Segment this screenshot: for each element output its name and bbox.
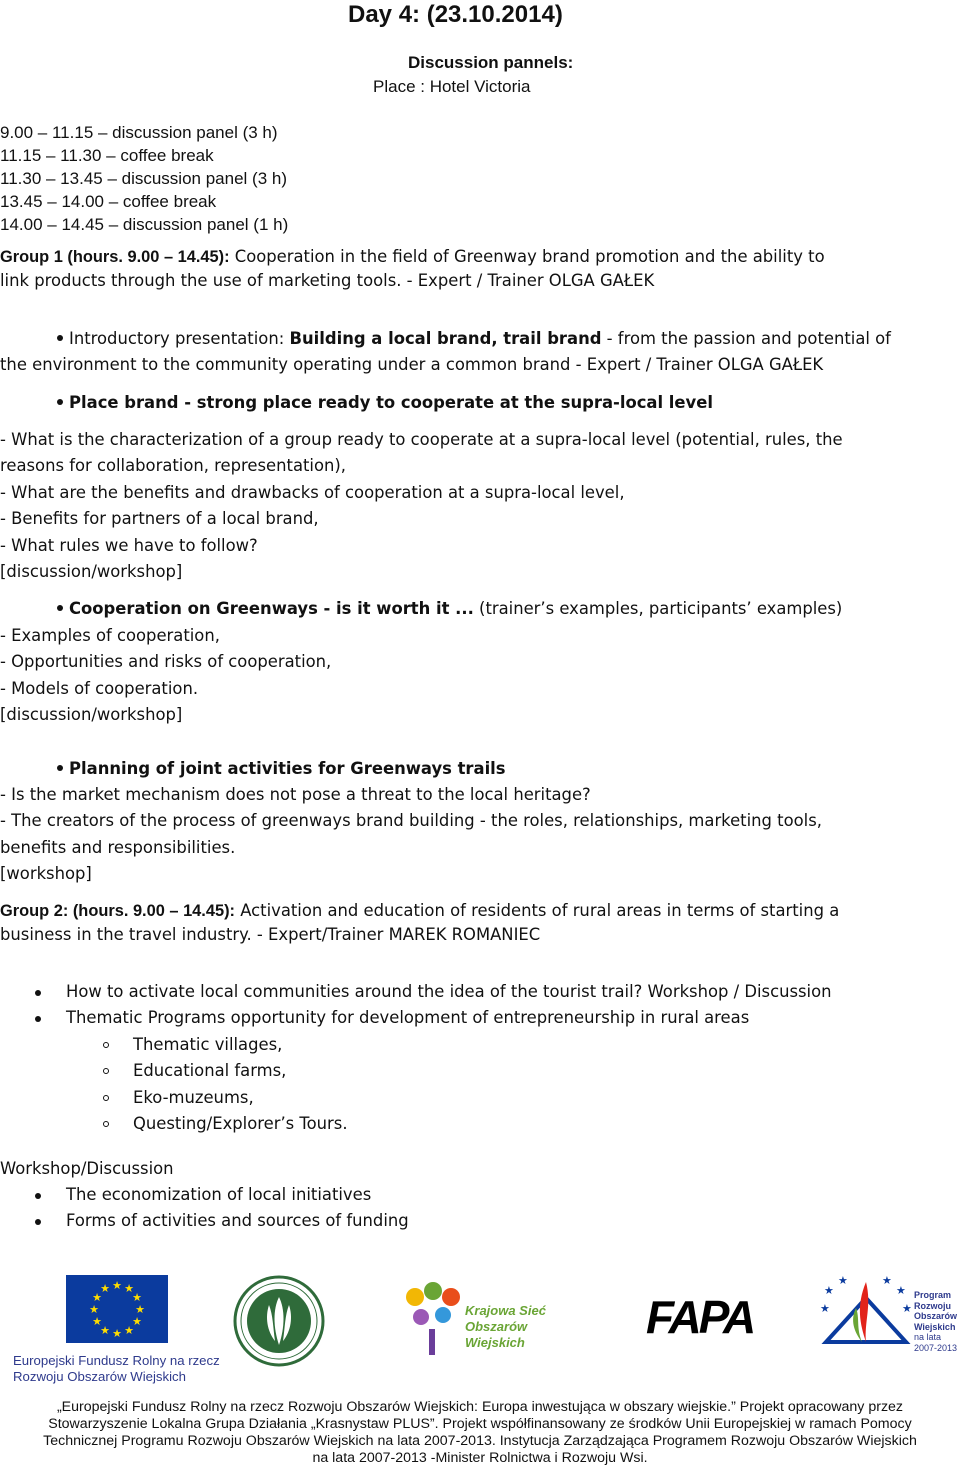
bullet-icon [35,1016,41,1022]
group2-heading-bold: Group 2: (hours. 9.00 – 14.45): [0,902,235,920]
prow-text-line: Obszarów [914,1311,958,1321]
bullet-icon [57,335,63,341]
svg-text:★: ★ [92,1315,102,1328]
list-item: - Examples of cooperation, [0,626,220,645]
svg-text:★: ★ [100,1282,110,1295]
bullet-icon [35,1219,41,1225]
sub-list-item [0,1085,960,1111]
circle-bullet-icon [103,1121,109,1127]
group1-heading-text: Cooperation in the field of Greenway brand promotion and the ability to [229,247,825,266]
group2-heading-text-2: business in the travel industry. - Expert/Trainer MAREK ROMANIEC [0,925,541,944]
place-brand-text: Place brand - strong place ready to cooperate at the supra-local level [69,393,713,412]
footer-line: „Europejski Fundusz Rolny na rzecz Rozwoju Obszarów Wiejskich: Europa inwestująca w obszary wiejskie.” Projekt opracowany przez [56,1399,904,1415]
sub-list-item-text: Eko-muzeums, [133,1087,254,1107]
sub-list-item [0,1032,960,1058]
svg-text:★: ★ [135,1303,145,1316]
svg-text:★: ★ [92,1291,102,1304]
group2-heading-text: Activation and education of residents of rural areas in terms of starting a [235,901,840,920]
list-item [0,1182,960,1208]
svg-text:★: ★ [100,1324,110,1337]
discussion-label: Discussion pannels: [408,53,574,72]
cooperation-heading [57,596,842,622]
sub-list-item [0,1111,960,1137]
eu-flag-logo [66,1275,168,1343]
cooperation-bold: Cooperation on Greenways - is it worth it ... [69,599,474,618]
list-item [0,979,960,1005]
bullet-icon [57,605,63,611]
footer [0,1399,960,1467]
intro-presentation [0,326,891,379]
svg-text:★: ★ [824,1284,834,1297]
svg-text:★: ★ [132,1291,142,1304]
group2-heading [0,899,839,947]
list-item-text: Forms of activities and sources of funding [66,1211,409,1231]
fapa-logo: FAPA [646,1291,754,1343]
list-item: - What rules we have to follow? [0,535,258,555]
list-item: [discussion/workshop] [0,705,183,725]
schedule-item: 14.00 – 14.45 – discussion panel (1 h) [0,215,289,234]
eu-caption-line: Rozwoju Obszarów Wiejskich [13,1369,186,1384]
intro-bold: Building a local brand, trail brand [289,329,602,348]
list-item: - Is the market mechanism does not pose a threat to the local heritage? [0,785,591,804]
eu-caption-line: Europejski Fundusz Rolny na rzecz [13,1353,220,1368]
place-brand-heading [57,390,713,416]
prow-text-line: Program [914,1290,952,1300]
page-title: Day 4: (23.10.2014) [348,1,563,28]
group1-heading-bold: Group 1 (hours. 9.00 – 14.45): [0,248,230,266]
ministry-seal-icon [233,1275,325,1367]
sub-list-item-text: Questing/Explorer’s Tours. [133,1113,348,1133]
ksow-logo [403,1281,583,1357]
intro-rest: - from the passion and potential of [601,329,891,348]
list-item: reasons for collaboration, representation), [0,456,346,476]
place-brand-list [0,427,843,585]
prow-icon [820,1272,912,1358]
group2-bullets [0,979,960,1137]
sub-list-item-text: Educational farms, [133,1061,287,1081]
schedule-item: 11.30 – 13.45 – discussion panel (3 h) [0,169,287,188]
intro-rest-2: the environment to the community operating under a common brand - Expert / Trainer OLGA GAŁEK [0,355,824,375]
prow-text-line: Rozwoju [914,1300,951,1311]
prow-text-line: na lata 2007-2013 [914,1332,958,1353]
cooperation-rest: (trainer’s examples, participants’ examples) [473,599,843,618]
ksow-text [465,1303,583,1351]
ministry-seal-logo [233,1275,325,1367]
svg-text:★: ★ [124,1282,134,1295]
svg-text:★: ★ [124,1324,134,1337]
sub-list-item-text: Thematic villages, [133,1034,283,1054]
list-item: - Benefits for partners of a local brand, [0,509,319,529]
prow-text [914,1290,960,1353]
list-item: - Models of cooperation. [0,678,199,698]
footer-line: Stowarzyszenie Lokalna Grupa Działania „Krasnystaw PLUS”. Projekt współfinansowany ze środków Unii Europejskiej w ramach Pomocy [48,1416,912,1432]
list-item: [workshop] [0,864,92,884]
bullet-icon [57,765,63,771]
prow-text-line: Wiejskich [914,1321,956,1332]
svg-text:★: ★ [838,1274,848,1287]
workshop-label: Workshop/Discussion [0,1159,174,1178]
svg-text:★: ★ [882,1274,892,1287]
footer-line: Technicznej Programu Rozwoju Obszarów Wiejskich na lata 2007-2013. Instytucja Zarządzająca Programem Rozwoju Obszarów Wiejskich [43,1433,917,1449]
list-item-text: Thematic Programs opportunity for development of entrepreneurship in rural areas [66,1008,750,1028]
list-item: - What are the benefits and drawbacks of cooperation at a supra-local level, [0,482,625,502]
list-item: [discussion/workshop] [0,562,183,582]
svg-text:★: ★ [132,1315,142,1328]
eu-caption [13,1353,220,1385]
schedule-item: 11.15 – 11.30 – coffee break [0,146,214,165]
circle-bullet-icon [103,1068,109,1074]
svg-text:★: ★ [89,1303,99,1316]
group1-heading-text-2: link products through the use of marketing tools. [0,271,407,290]
bullet-icon [57,399,63,405]
list-item: benefits and responsibilities. [0,837,236,857]
group2-bullets-2 [0,1182,960,1235]
circle-bullet-icon [103,1042,109,1048]
bullet-icon [35,1193,41,1199]
intro-prefix: Introductory presentation: [69,329,290,348]
bullet-icon [35,990,41,996]
schedule-list [0,121,288,236]
planning-list [0,782,822,888]
ksow-text-line: Krajowa Sieć [465,1303,546,1318]
footer-line: na lata 2007-2013 -Minister Rolnictwa i Rozwoju Wsi. [312,1450,648,1466]
svg-text:★: ★ [112,1327,122,1340]
ksow-text-line: Obszarów Wiejskich [465,1319,528,1350]
schedule-item: 13.45 – 14.00 – coffee break [0,192,217,211]
list-item: - The creators of the process of greenways brand building - the roles, relationships, marketing tools, [0,811,822,831]
list-item-text: The economization of local initiatives [66,1185,372,1204]
schedule-item: 9.00 – 11.15 – discussion panel (3 h) [0,123,278,142]
cooperation-list [0,623,331,729]
list-item [0,1208,960,1234]
list-item-text: How to activate local communities around the idea of the tourist trail? Workshop / Discussion [66,982,832,1001]
planning-bold: Planning of joint activities for Greenways trails [69,759,506,778]
place-label: Place : Hotel Victoria [373,77,531,96]
svg-text:★: ★ [112,1279,122,1292]
eu-stars-icon [66,1275,168,1343]
svg-text:★: ★ [896,1284,906,1297]
svg-text:★: ★ [820,1302,830,1315]
circle-bullet-icon [103,1095,109,1101]
svg-text:★: ★ [902,1302,912,1315]
sub-list-item [0,1058,960,1084]
list-item: - Opportunities and risks of cooperation, [0,652,332,672]
ksow-icon [403,1281,473,1357]
group1-expert: - Expert / Trainer OLGA GAŁEK [406,271,655,290]
planning-heading [57,756,506,782]
prow-logo [820,1272,960,1362]
list-item [0,1005,960,1031]
group1-heading [0,245,825,293]
list-item: - What is the characterization of a group ready to cooperate at a supra-local level (potential, rules, the [0,430,843,449]
